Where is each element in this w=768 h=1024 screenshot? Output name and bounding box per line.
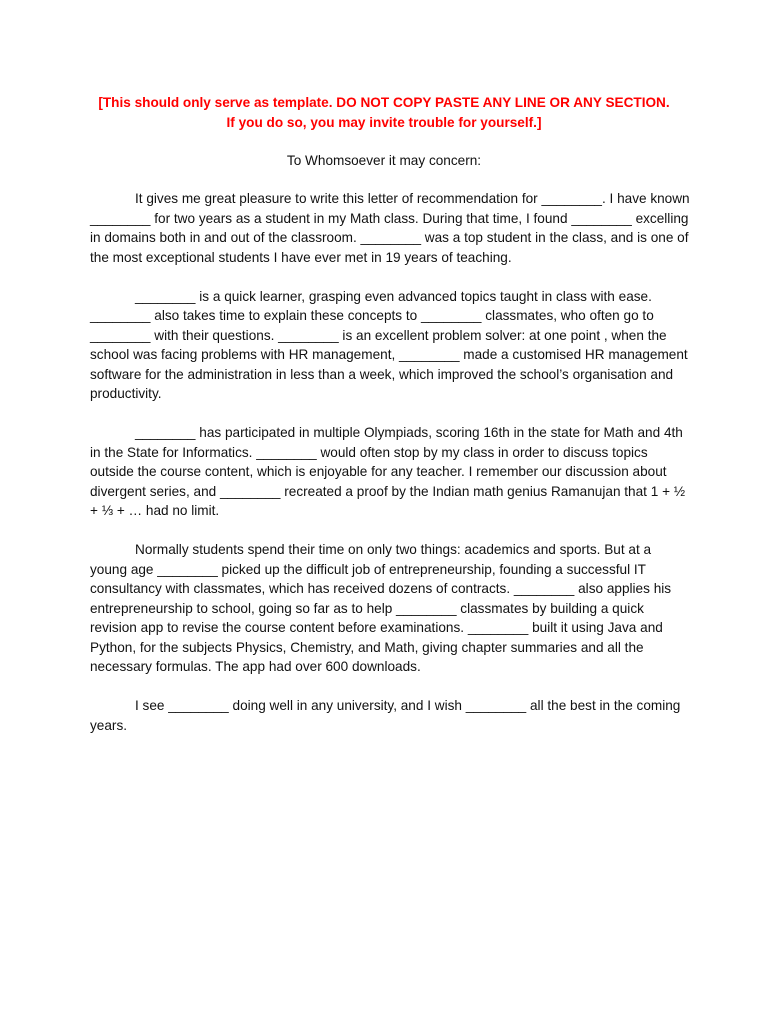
- paragraph-entrepreneurship: Normally students spend their time on only two things: academics and sports. But at a young age ________ picked up the difficult job of entrepreneurship, founding a successful IT consultancy with classmates, which has received dozens of contracts. ________ also applies his entrepreneurship to school, going so far as to help ________ classmates by building a quick revision app to revise the course content before examinations. ________ built it using Java and Python, for the subjects Physics, Chemistry, and Math, giving chapter summaries and all the necessary formulas. The app had over 600 downloads.: [90, 542, 672, 674]
- template-warning: [60, 93, 708, 132]
- paragraph-olympiads: ________ has participated in multiple Olympiads, scoring 16th in the state for Math and 4th in the State for Informatics. ________ would often stop by my class in order to discuss topics outside the course content, which is enjoyable for any teacher. I remember our discussion about divergent series, and ________ recreated a proof by the Indian math genius Ramanujan that 1 + ½ + ⅓ + … had no limit.: [90, 425, 686, 518]
- warning-line-1: [This should only serve as template. DO NOT COPY PASTE ANY LINE OR ANY SECTION.: [98, 95, 670, 110]
- paragraph-closing: I see ________ doing well in any university, and I wish ________ all the best in the coming years.: [90, 698, 681, 733]
- paragraph-introduction: It gives me great pleasure to write this letter of recommendation for ________. I have known ________ for two years as a student in my Math class. During that time, I found ________ excelling in domains both in and out of the classroom. ________ was a top student in the class, and is one of the most exceptional students I have ever met in 19 years of teaching.: [90, 191, 690, 265]
- letter-body: [90, 189, 690, 755]
- paragraph-learning: ________ is a quick learner, grasping even advanced topics taught in class with ease. ________ also takes time to explain these concepts to ________ classmates, who often go to ________ with their questions. ________ is an excellent problem solver: at one point , when the school was facing problems with HR management, ________ made a customised HR management software for the administration in less than a week, which improved the school’s organisation and productivity.: [90, 288, 688, 401]
- salutation: To Whomsoever it may concern:: [286, 153, 482, 168]
- warning-line-2: If you do so, you may invite trouble for yourself.]: [226, 114, 542, 130]
